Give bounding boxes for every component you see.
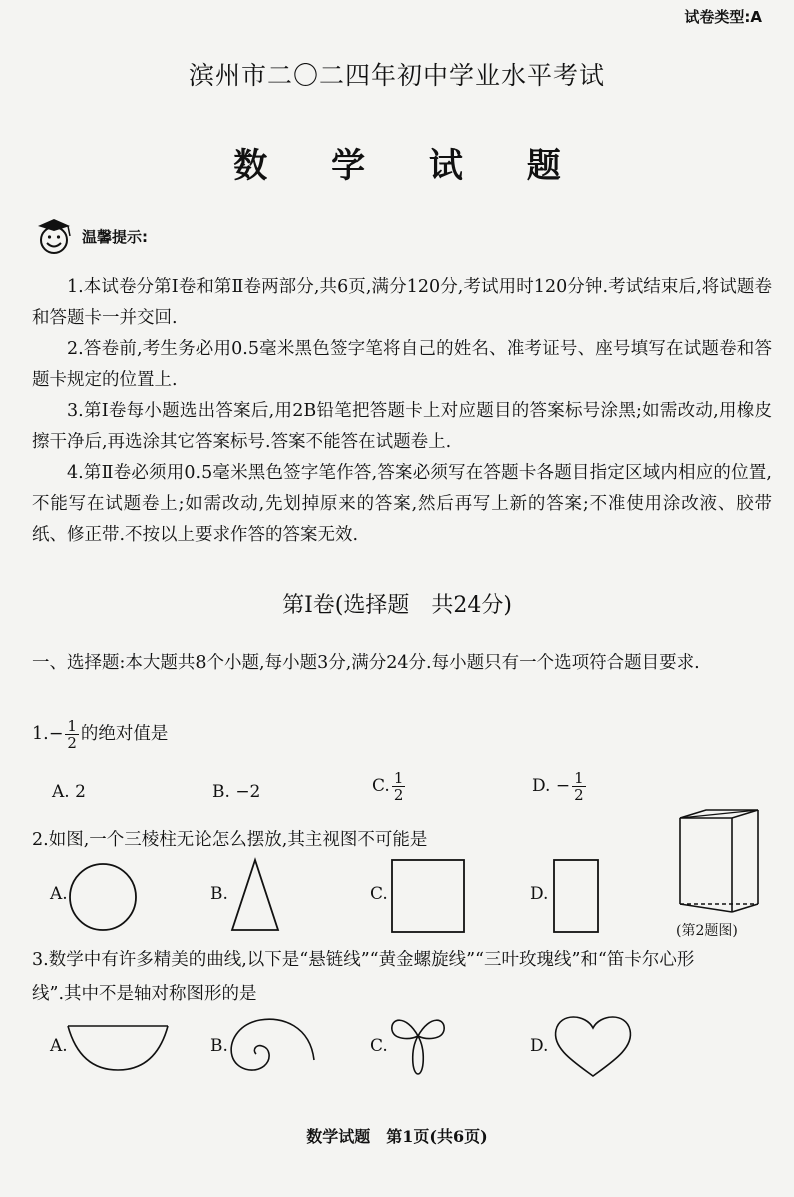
q2-option-a-circle bbox=[68, 862, 138, 932]
page-footer: 数学试题 第1页(共6页) bbox=[306, 1127, 488, 1146]
q1-frac-den: 2 bbox=[67, 734, 77, 752]
tip-label: 温馨提示: bbox=[82, 227, 148, 246]
q1-option-d bbox=[532, 770, 588, 803]
q1-stem bbox=[32, 718, 168, 751]
q1-number: 1. bbox=[32, 724, 49, 744]
q2-figure-caption: (第2题图) bbox=[676, 923, 738, 939]
q1-option-b bbox=[212, 782, 260, 802]
q1-minus: − bbox=[48, 724, 64, 744]
q1-option-d-minus: − bbox=[555, 776, 571, 796]
tip-note-1: 1.本试卷分第Ⅰ卷和第Ⅱ卷两部分,共6页,满分120分,考试用时120分钟.考试结束后,将试题卷和答题卡一并交回. bbox=[32, 277, 772, 328]
q1-frac-num: 1 bbox=[67, 717, 77, 735]
q3-stem-line1: 3.数学中有许多精美的曲线,以下是“悬链线”“黄金螺旋线”“三叶玫瑰线”和“笛卡尔心形 bbox=[32, 950, 695, 970]
tip-header bbox=[32, 216, 148, 256]
q3-option-c-label: C. bbox=[370, 1036, 388, 1056]
q1-option-d-label: D. bbox=[532, 776, 551, 796]
smiley-graduation-cap-icon bbox=[32, 216, 76, 256]
q1-option-c-fraction bbox=[392, 770, 406, 803]
subject-title: 数 学 试 题 bbox=[233, 146, 587, 186]
q2-option-d-rectangle bbox=[552, 858, 600, 934]
q1-option-a-text: 2 bbox=[75, 782, 86, 802]
exam-title: 滨州市二〇二四年初中学业水平考试 bbox=[188, 61, 605, 90]
tip-notes bbox=[32, 272, 772, 551]
q3-option-a-catenary bbox=[66, 1022, 170, 1074]
tip-note-4: 4.第Ⅱ卷必须用0.5毫米黑色签字笔作答,答案必须写在答题卡各题目指定区域内相应的位置,不能写在试题卷上;如需改动,先划掉原来的答案,然后再写上新的答案;不准使用涂改液、胶带纸、修正带.不按以上要求作答的答案无效. bbox=[32, 463, 772, 545]
tip-note-2: 2.答卷前,考生务必用0.5毫米黑色签字笔将自己的姓名、准考证号、座号填写在试题卷和答题卡规定的位置上. bbox=[32, 339, 772, 390]
q1-option-c bbox=[372, 770, 407, 803]
q1-option-c-num: 1 bbox=[393, 769, 404, 787]
q3-stem-line2: 线”.其中不是轴对称图形的是 bbox=[32, 984, 257, 1004]
q1-fraction bbox=[65, 718, 79, 751]
section-intro: 一、选择题:本大题共8个小题,每小题3分,满分24分.每小题只有一个选项符合题目要求. bbox=[32, 653, 700, 673]
q3-option-d-label: D. bbox=[530, 1036, 549, 1056]
q2-option-c-square bbox=[390, 858, 466, 934]
paper-type-label: 试卷类型:A bbox=[684, 8, 762, 26]
q2-stem: 2.如图,一个三棱柱无论怎么摆放,其主视图不可能是 bbox=[32, 830, 428, 850]
section-title: 第Ⅰ卷(选择题 共24分) bbox=[282, 593, 512, 618]
q2-option-b-label: B. bbox=[210, 884, 228, 904]
q1-option-b-text: −2 bbox=[235, 782, 261, 802]
q2-option-c-label: C. bbox=[370, 884, 388, 904]
q1-option-d-num: 1 bbox=[574, 769, 584, 787]
q2-prism-figure bbox=[672, 808, 768, 914]
q1-stem-rest: 的绝对值是 bbox=[80, 724, 169, 744]
q1-option-d-den: 2 bbox=[574, 786, 584, 804]
q1-option-a bbox=[52, 782, 86, 802]
q1-option-a-label: A. bbox=[52, 782, 70, 802]
q2-option-a-label: A. bbox=[50, 884, 68, 904]
q3-option-a-label: A. bbox=[50, 1036, 68, 1056]
q3-option-d-cardioid-heart bbox=[552, 1012, 634, 1078]
q1-option-c-label: C. bbox=[372, 776, 390, 796]
q2-option-d-label: D. bbox=[530, 884, 549, 904]
q3-option-b-golden-spiral bbox=[226, 1016, 316, 1076]
q3-option-b-label: B. bbox=[210, 1036, 228, 1056]
q3-option-c-three-leaf-rose bbox=[388, 1010, 448, 1076]
q1-option-c-den: 2 bbox=[393, 786, 404, 804]
q1-option-d-fraction bbox=[572, 770, 586, 803]
q1-option-b-label: B. bbox=[212, 782, 230, 802]
tip-note-3: 3.第Ⅰ卷每小题选出答案后,用2B铅笔把答题卡上对应题目的答案标号涂黑;如需改动,用橡皮擦干净后,再选涂其它答案标号.答案不能答在试题卷上. bbox=[32, 401, 772, 452]
q2-option-b-triangle bbox=[230, 858, 280, 932]
